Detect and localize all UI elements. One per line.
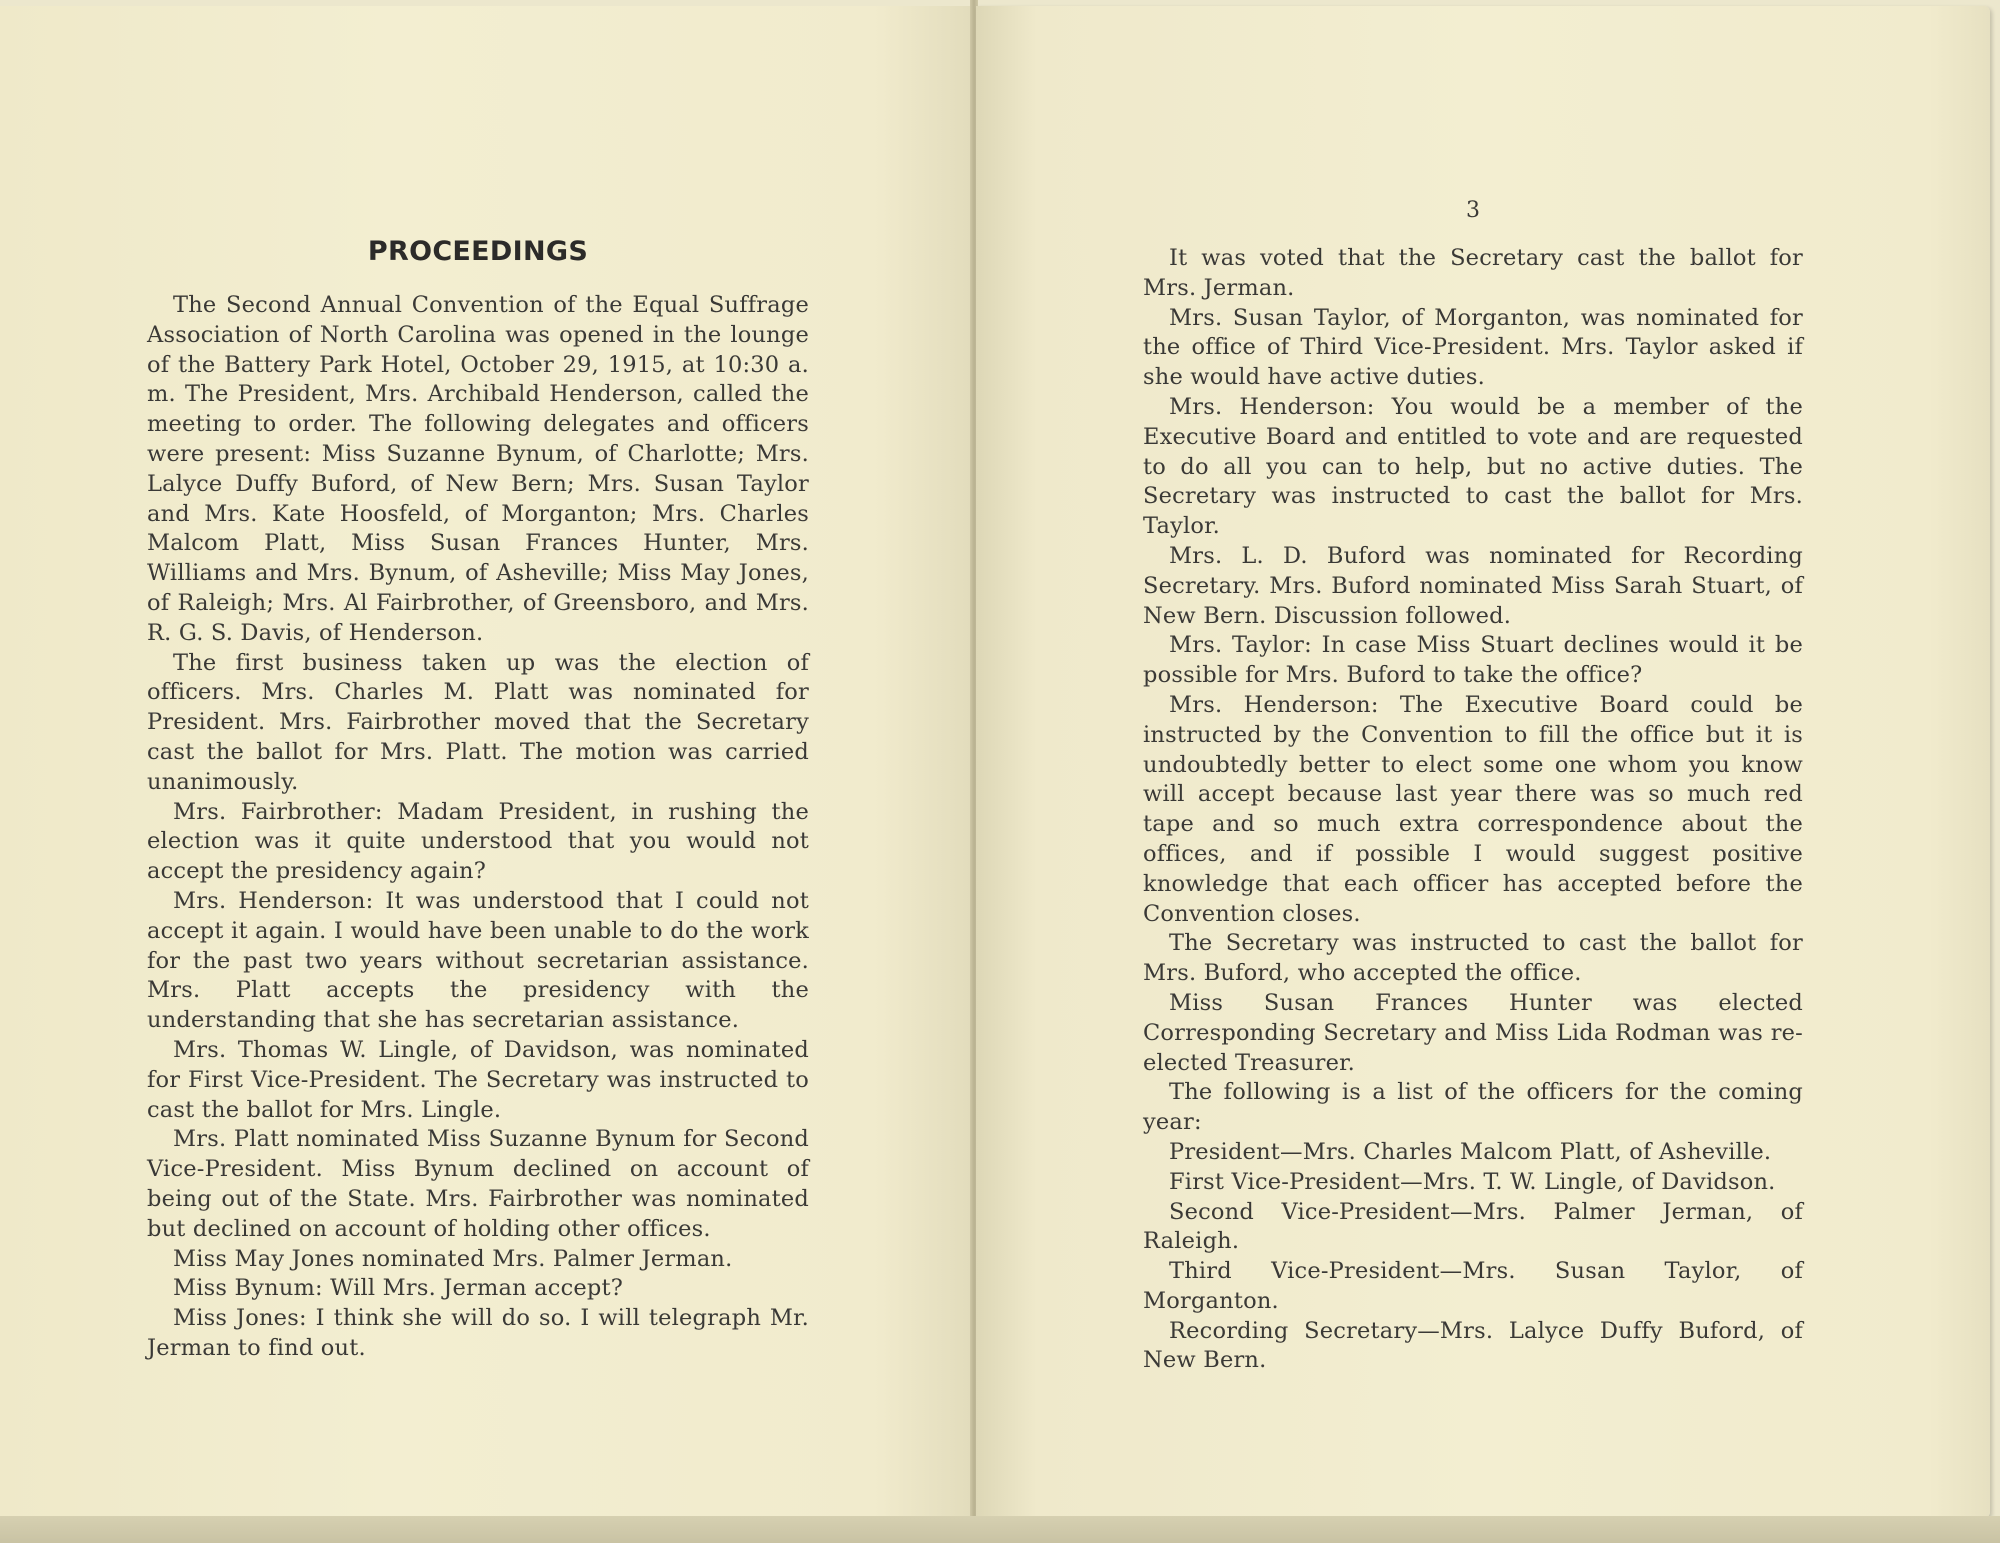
paragraph: The following is a list of the officers for the coming year:	[1143, 1079, 1803, 1136]
paragraph: The Secretary was instructed to cast the ballot for Mrs. Buford, who accepted the office.	[1143, 930, 1803, 987]
paragraph: Mrs. Platt nominated Miss Suzanne Bynum for Second Vice-President. Miss Bynum declined on account of being out of the State. Mrs. Fairbrother was nominated but declined on account of holding other offices.	[147, 1126, 809, 1242]
left-page	[0, 6, 972, 1516]
officer-list-item: Second Vice-President—Mrs. Palmer Jerman, of Raleigh.	[1143, 1198, 1803, 1255]
paragraph: Mrs. Henderson: You would be a member of the Executive Board and entitled to vote and are requested to do all you can to help, but no active duties. The Secretary was instructed to cast the ballot for Mrs. Taylor.	[1143, 393, 1803, 540]
paragraph: Miss Susan Frances Hunter was elected Corresponding Secretary and Miss Lida Rodman was re-elected Treasurer.	[1143, 989, 1803, 1076]
paragraph: Mrs. Susan Taylor, of Morganton, was nominated for the office of Third Vice-President. Mrs. Taylor asked if she would have active duties.	[1143, 304, 1803, 391]
paragraph: The Second Annual Convention of the Equal Suffrage Association of North Carolina was opened in the lounge of the Battery Park Hotel, October 29, 1915, at 10:30 a. m. The President, Mrs. Archibald Henderson, called the meeting to order. The following delegates and officers were present: Miss Suzanne Bynum, of Charlotte; Mrs. Lalyce Duffy Buford, of New Bern; Mrs. Susan Taylor and Mrs. Kate Hoosfeld, of Morganton; Mrs. Charles Malcom Platt, Miss Susan Frances Hunter, Mrs. Williams and Mrs. Bynum, of Asheville; Miss May Jones, of Raleigh; Mrs. Al Fairbrother, of Greensboro, and Mrs. R. G. S. Davis, of Henderson.	[147, 292, 809, 646]
officer-list-item: Third Vice-President—Mrs. Susan Taylor, of Morganton.	[1143, 1258, 1803, 1314]
right-page-body	[1143, 244, 1803, 1376]
paragraph: Miss May Jones nominated Mrs. Palmer Jerman.	[173, 1245, 733, 1272]
right-page	[976, 6, 1990, 1518]
paragraph: Mrs. Henderson: The Executive Board could be instructed by the Convention to fill the office but it is undoubtedly better to elect some one whom you know will accept because last year there was so much red tape and so much extra correspondence about the offices, and if possible I would suggest positive knowledge that each officer has accepted before the Convention closes.	[1143, 691, 1803, 927]
officer-list-item: First Vice-President—Mrs. T. W. Lingle, of Davidson.	[1169, 1168, 1776, 1195]
left-page-body	[147, 291, 809, 1364]
officer-list-item: President—Mrs. Charles Malcom Platt, of Asheville.	[1169, 1138, 1772, 1165]
paragraph: Mrs. L. D. Buford was nominated for Recording Secretary. Mrs. Buford nominated Miss Sarah Stuart, of New Bern. Discussion followed.	[1143, 542, 1803, 629]
officer-list-item: Recording Secretary—Mrs. Lalyce Duffy Buford, of New Bern.	[1143, 1317, 1803, 1374]
paragraph: The first business taken up was the election of officers. Mrs. Charles M. Platt was nominated for President. Mrs. Fairbrother moved that the Secretary cast the ballot for Mrs. Platt. The motion was carried unanimously.	[147, 649, 809, 795]
paragraph: Mrs. Thomas W. Lingle, of Davidson, was nominated for First Vice-President. The Secretary was instructed to cast the ballot for Mrs. Lingle.	[147, 1036, 809, 1123]
desk-surface	[0, 1516, 2000, 1543]
paragraph: Mrs. Henderson: It was understood that I could not accept it again. I would have been unable to do the work for the past two years without secretarian assistance. Mrs. Platt accepts the presidency with the understanding that she has secretarian assistance.	[147, 887, 809, 1034]
paragraph: It was voted that the Secretary cast the ballot for Mrs. Jerman.	[1143, 245, 1803, 301]
page-heading: PROCEEDINGS	[367, 236, 589, 267]
paragraph: Mrs. Taylor: In case Miss Stuart declines would it be possible for Mrs. Buford to take the office?	[1143, 632, 1803, 689]
paragraph: Mrs. Fairbrother: Madam President, in rushing the election was it quite understood that you would not accept the presidency again?	[147, 798, 809, 885]
paragraph: Miss Jones: I think she will do so. I will telegraph Mr. Jerman to find out.	[147, 1305, 809, 1361]
page-number: 3	[1466, 198, 1480, 223]
paragraph: Miss Bynum: Will Mrs. Jerman accept?	[173, 1275, 624, 1302]
